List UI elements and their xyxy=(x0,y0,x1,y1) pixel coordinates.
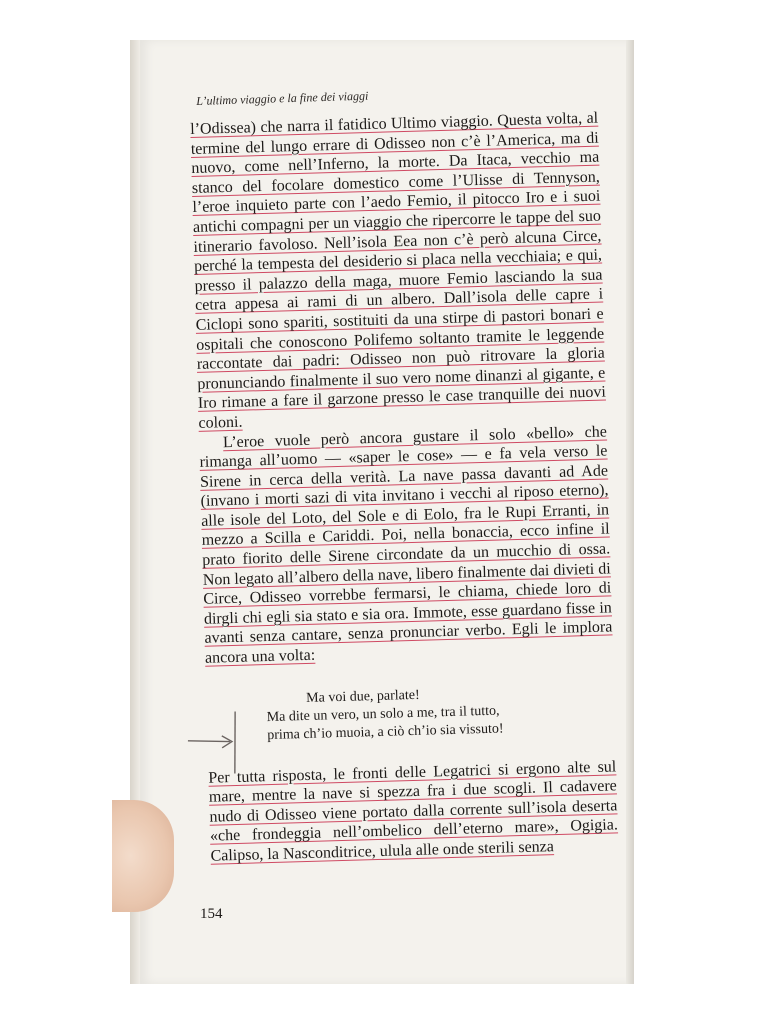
thumb-holding-page xyxy=(112,800,174,912)
verse-line: Ma dite un vero, un solo a me, tra il tutto, xyxy=(266,703,500,725)
page-text xyxy=(190,109,619,867)
verse-quote xyxy=(266,681,615,745)
verse-line: prima ch’io muoia, a ciò ch’io sia vissuto! xyxy=(266,721,504,743)
handwritten-arrow-icon xyxy=(185,707,247,779)
paragraph-2 xyxy=(199,422,613,668)
paragraph-1 xyxy=(190,109,607,434)
book-right-edge xyxy=(626,40,634,984)
running-head: L’ultimo viaggio e la fine dei viaggi xyxy=(196,88,369,108)
underlined-text: L’eroe vuole però ancora gustare il solo «bello» che rimanga all’uomo — «saper le cose» — e fa vela verso le Sirene in cerca della verità. La nave passa davanti ad Ade (invano i morti sazi di vita invitano i vecchi al riposo eterno), alle isole del Loto, del Sole e di Eolo, fra le Rupi Erranti, in mezzo a Scilla e Cariddi. Poi, nella bonaccia, ecco infine il prato fiorito delle Sirene circondate da un mucchio di ossa. Non legato all’albero della nave, libero finalmente dai divieti di Circe, Odisseo vorrebbe fermarsi, le chiama, chiede loro di dirgli chi egli sia stato e sia ora. Immote, esse guardano fisse in avanti senza cantare, senza pronunciar verbo. Egli le implora ancora una volta: xyxy=(199,422,613,667)
verse-line: Ma voi due, parlate! xyxy=(305,687,420,706)
underlined-text: Per tutta risposta, le fronti delle Legatrici si ergono alte sul mare, mentre la nave si spezza fra i due scogli. Il cadavere nudo di Odisseo viene portato dalla corrente sull’isola deserta «che frondeggia nell’ombelico dell’eterno mare», Ogigia. Calipso, la Nasconditrice, ulula alle onde sterili senza xyxy=(208,757,619,865)
page-number: 154 xyxy=(200,906,223,922)
underlined-text: l’Odissea) che narra il fatidico Ultimo viaggio. Questa volta, al termine del lungo errare di Odisseo non c’è l’America, ma di nuovo, come nell’Inferno, la morte. Da Itaca, vecchio ma stanco del focolare domestico come l’Ulisse di Tennyson, l’eroe inquieto parte con l’aedo Femio, il pitocco Iro e i suoi antichi compagni per un viaggio che ripercorre le tappe del suo itinerario favoloso. Nell’isola Eea non c’è però alcuna Circe, perché la tempesta del desiderio si placa nella vecchiaia; e qui, presso il palazzo della maga, muore Femio lasciando la sua cetra appesa ai rami di un albero. Dall’isola delle capre i Ciclopi sono spariti, sostituiti da una stirpe di pastori bonari e ospitali che conoscono Polifemo soltanto tramite le leggende raccontate dai padri: Odisseo non può ritrovare la gloria pronunciando finalmente il suo vero nome dinanzi al gigante, e Iro rimane a fare il garzone presso le case tranquille dei nuovi coloni. xyxy=(190,109,607,432)
paragraph-3 xyxy=(208,757,619,866)
